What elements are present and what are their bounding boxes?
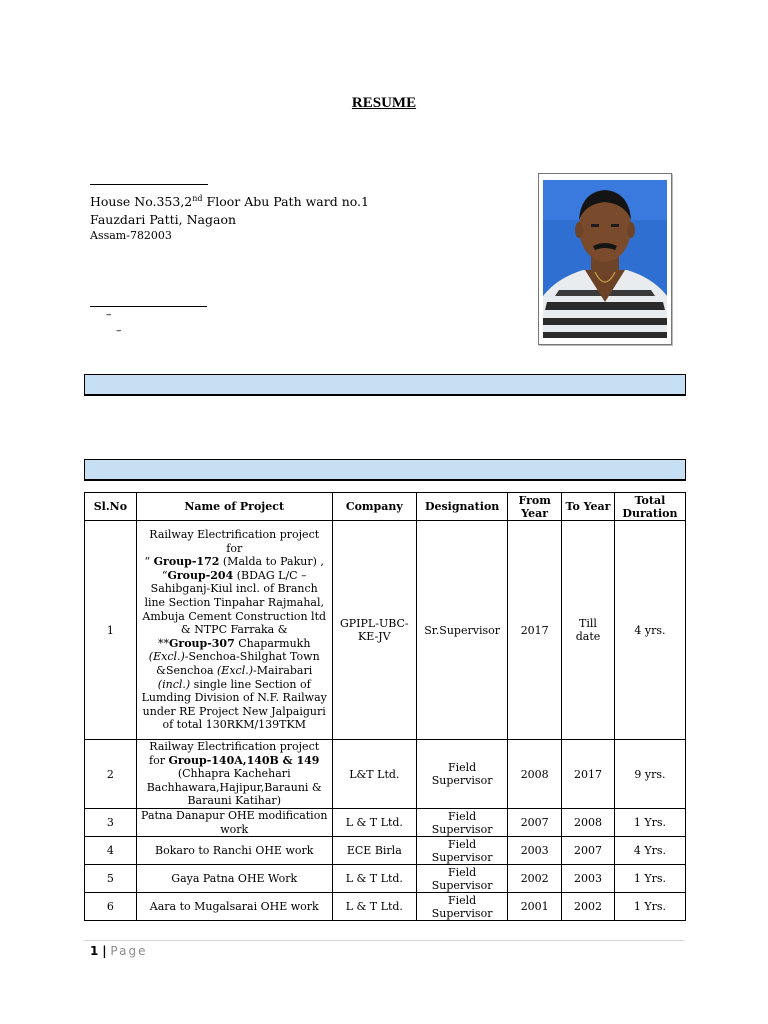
cell-slno: 4 bbox=[85, 837, 137, 865]
table-row bbox=[85, 865, 686, 893]
cell-project: Bokaro to Ranchi OHE work bbox=[136, 837, 332, 865]
cell-company: L & T Ltd. bbox=[332, 893, 416, 921]
cell-total-duration: 4 yrs. bbox=[614, 521, 685, 740]
table-header-row bbox=[85, 493, 686, 521]
contact-dash-2: – bbox=[116, 324, 122, 337]
projects-table bbox=[84, 492, 686, 921]
cell-total-duration: 1 Yrs. bbox=[614, 893, 685, 921]
header-designation: Designation bbox=[416, 493, 507, 521]
cell-designation: Field Supervisor bbox=[416, 893, 507, 921]
cell-company: GPIPL-UBC-KE-JV bbox=[332, 521, 416, 740]
header-to-year: To Year bbox=[562, 493, 615, 521]
address-line-1: House No.353,2nd Floor Abu Path ward no.1 bbox=[90, 194, 369, 210]
cell-slno: 6 bbox=[85, 893, 137, 921]
address-line-3: Assam-782003 bbox=[90, 229, 172, 242]
cell-project: Railway Electrification project for “ Group-172 (Malda to Pakur) , “Group-204 (BDAG L/C – Sahibganj-Kiul incl. of Branch line Section Tinpahar Rajmahal, Ambuja Cement Construction ltd & NTPC Farraka & **Group-307 Chaparmukh (Excl.)-Senchoa-Shilghat Town &Senchoa (Excl.)-Mairabari (incl.) single line Section of Lumding Division of N.F. Railway under RE Project New Jalpaiguri of total 130RKM/139TKM bbox=[136, 521, 332, 740]
header-company: Company bbox=[332, 493, 416, 521]
header-name-of-project: Name of Project bbox=[136, 493, 332, 521]
table-row bbox=[85, 740, 686, 809]
cell-slno: 2 bbox=[85, 740, 137, 809]
address-line-2: Fauzdari Patti, Nagaon bbox=[90, 212, 237, 227]
cell-from-year: 2007 bbox=[508, 809, 562, 837]
cell-designation: Field Supervisor bbox=[416, 809, 507, 837]
cell-to-year: 2008 bbox=[562, 809, 615, 837]
table-row bbox=[85, 809, 686, 837]
cell-from-year: 2017 bbox=[508, 521, 562, 740]
cell-designation: Field Supervisor bbox=[416, 740, 507, 809]
header-slno: Sl.No bbox=[85, 493, 137, 521]
contact-dash-1: – bbox=[106, 308, 112, 321]
cell-to-year: 2002 bbox=[562, 893, 615, 921]
header-total-duration: Total Duration bbox=[614, 493, 685, 521]
page-number: 1 bbox=[90, 944, 99, 958]
cell-project: Patna Danapur OHE modification work bbox=[136, 809, 332, 837]
resume-title: RESUME bbox=[351, 95, 417, 111]
cell-company: L & T Ltd. bbox=[332, 809, 416, 837]
cell-to-year: 2007 bbox=[562, 837, 615, 865]
cell-designation: Sr.Supervisor bbox=[416, 521, 507, 740]
cell-to-year: 2017 bbox=[562, 740, 615, 809]
header-from-year: From Year bbox=[508, 493, 562, 521]
cell-designation: Field Supervisor bbox=[416, 837, 507, 865]
cell-company: L & T Ltd. bbox=[332, 865, 416, 893]
cell-from-year: 2002 bbox=[508, 865, 562, 893]
cell-from-year: 2008 bbox=[508, 740, 562, 809]
cell-to-year: 2003 bbox=[562, 865, 615, 893]
footer-separator: | bbox=[102, 944, 107, 958]
cell-total-duration: 9 yrs. bbox=[614, 740, 685, 809]
cell-company: ECE Birla bbox=[332, 837, 416, 865]
table-row bbox=[85, 893, 686, 921]
cell-slno: 1 bbox=[85, 521, 137, 740]
page-word: Page bbox=[110, 944, 148, 958]
cell-project: Aara to Mugalsarai OHE work bbox=[136, 893, 332, 921]
table-row bbox=[85, 521, 686, 740]
table-row bbox=[85, 837, 686, 865]
cell-total-duration: 4 Yrs. bbox=[614, 837, 685, 865]
cell-from-year: 2003 bbox=[508, 837, 562, 865]
cell-total-duration: 1 Yrs. bbox=[614, 865, 685, 893]
cell-slno: 5 bbox=[85, 865, 137, 893]
profile-photo-image bbox=[539, 174, 671, 344]
section-bar-1 bbox=[84, 374, 686, 396]
page-footer bbox=[90, 944, 147, 958]
name-underline bbox=[90, 184, 208, 185]
cell-slno: 3 bbox=[85, 809, 137, 837]
cell-designation: Field Supervisor bbox=[416, 865, 507, 893]
cell-project: Gaya Patna OHE Work bbox=[136, 865, 332, 893]
footer-divider bbox=[84, 940, 684, 941]
section-bar-2 bbox=[84, 459, 686, 481]
cell-project: Railway Electrification project for Group-140A,140B & 149 (Chhapra Kachehari Bachhawara,Hajipur,Barauni & Barauni Katihar) bbox=[136, 740, 332, 809]
contact-underline bbox=[90, 306, 207, 307]
profile-photo bbox=[538, 173, 672, 345]
cell-to-year: Till date bbox=[562, 521, 615, 740]
cell-from-year: 2001 bbox=[508, 893, 562, 921]
cell-company: L&T Ltd. bbox=[332, 740, 416, 809]
cell-total-duration: 1 Yrs. bbox=[614, 809, 685, 837]
